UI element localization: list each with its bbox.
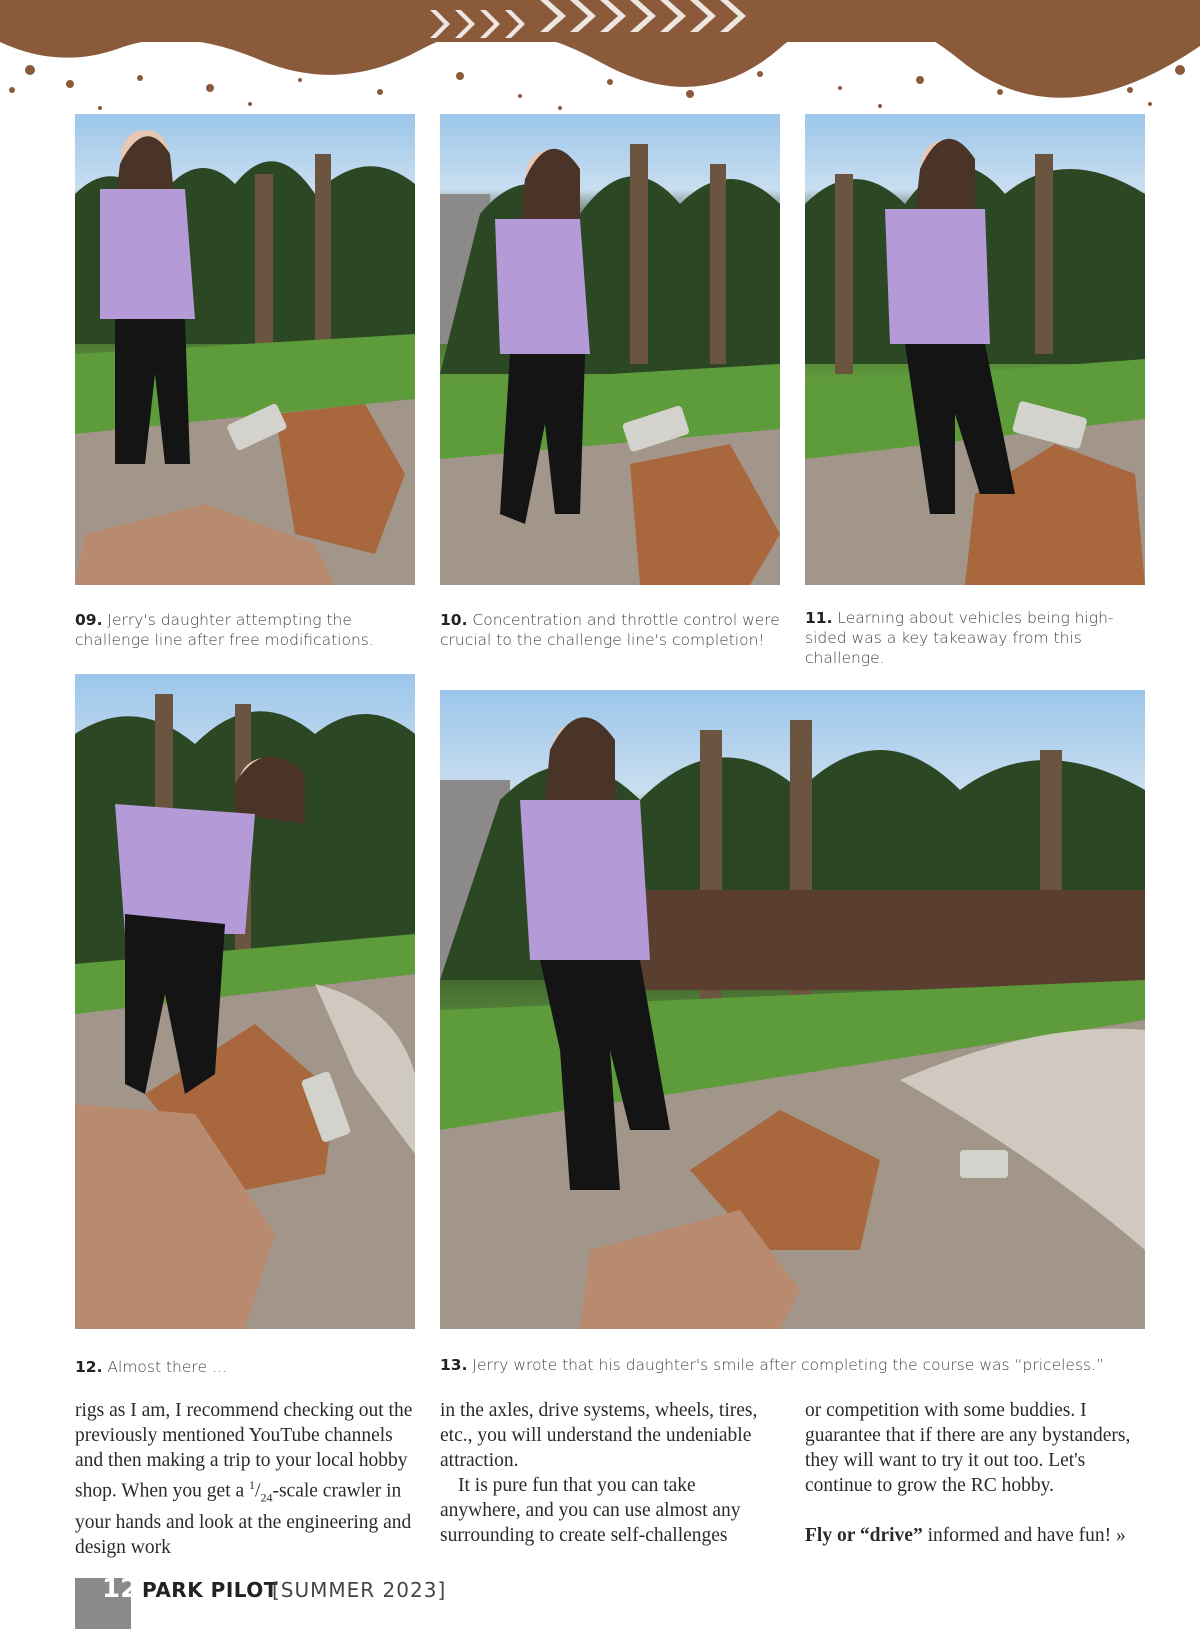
- caption-text: Almost there …: [107, 1358, 228, 1376]
- body-column-2: [440, 1398, 780, 1548]
- issue-label: [SUMMER 2023]: [272, 1578, 447, 1602]
- photo-13: [440, 690, 1145, 1329]
- photo-12: [75, 674, 415, 1329]
- caption-13: [440, 1355, 1145, 1375]
- caption-number: 09.: [75, 611, 103, 629]
- photo-11: [805, 114, 1145, 585]
- caption-number: 10.: [440, 611, 468, 629]
- girl-rock-crawler-scene: [75, 674, 415, 1329]
- tire-track-banner: [0, 0, 1200, 120]
- body-text: -scale crawler in your hands and look at the engineering and design work: [75, 1480, 412, 1559]
- photo-10: [440, 114, 780, 585]
- caption-number: 12.: [75, 1358, 103, 1376]
- photo-09: [75, 114, 415, 585]
- body-paragraph: It is pure fun that you can take anywhere, and you can use almost any surrounding to create self-challenges: [440, 1475, 741, 1546]
- girl-rock-crawler-scene: [440, 114, 780, 585]
- caption-text: Jerry's daughter attempting the challenge line after free modifications.: [75, 611, 374, 649]
- closing-bold: Fly or “drive”: [805, 1525, 923, 1546]
- caption-number: 11.: [805, 609, 833, 627]
- body-paragraph: in the axles, drive systems, wheels, tires, etc., you will understand the undeniable attraction.: [440, 1400, 758, 1471]
- caption-text: Learning about vehicles being high-sided was a key takeaway from this challenge.: [805, 609, 1114, 667]
- caption-12: [75, 1357, 415, 1377]
- body-text: rigs as I am, I recommend checking out the previously mentioned YouTube channels and then making a trip to your local hobby shop. When you get a: [75, 1400, 413, 1502]
- caption-10: [440, 610, 780, 650]
- caption-09: [75, 610, 415, 650]
- fraction-denominator: 24: [260, 1490, 273, 1505]
- magazine-title: PARK PILOT: [142, 1578, 278, 1602]
- closing-line: [805, 1523, 1145, 1548]
- girl-rock-crawler-scene: [75, 114, 415, 585]
- fraction-numerator: 1: [249, 1478, 256, 1492]
- body-column-1: [75, 1398, 415, 1560]
- closing-text: informed and have fun! »: [922, 1525, 1126, 1546]
- body-paragraph: or competition with some buddies. I guarantee that if there are any bystanders, they will want to try it out too. Let's continue to grow the RC hobby.: [805, 1400, 1131, 1496]
- page-number: 12: [102, 1574, 139, 1604]
- caption-number: 13.: [440, 1356, 468, 1374]
- body-column-3: [805, 1398, 1145, 1548]
- caption-text: Concentration and throttle control were crucial to the challenge line's completion!: [440, 611, 780, 649]
- caption-text: Jerry wrote that his daughter's smile after completing the course was “priceless.”: [472, 1356, 1105, 1374]
- girl-rock-crawler-scene: [440, 690, 1145, 1329]
- body-paragraph: rigs as I am, I recommend checking out the previously mentioned YouTube channels and then making a trip to your local hobby shop. When you get a $^1/_{24}$-scale crawler in your hands and look at the engineering and design work: [75, 1400, 413, 1559]
- girl-rock-crawler-scene: [805, 114, 1145, 585]
- caption-11: [805, 608, 1150, 668]
